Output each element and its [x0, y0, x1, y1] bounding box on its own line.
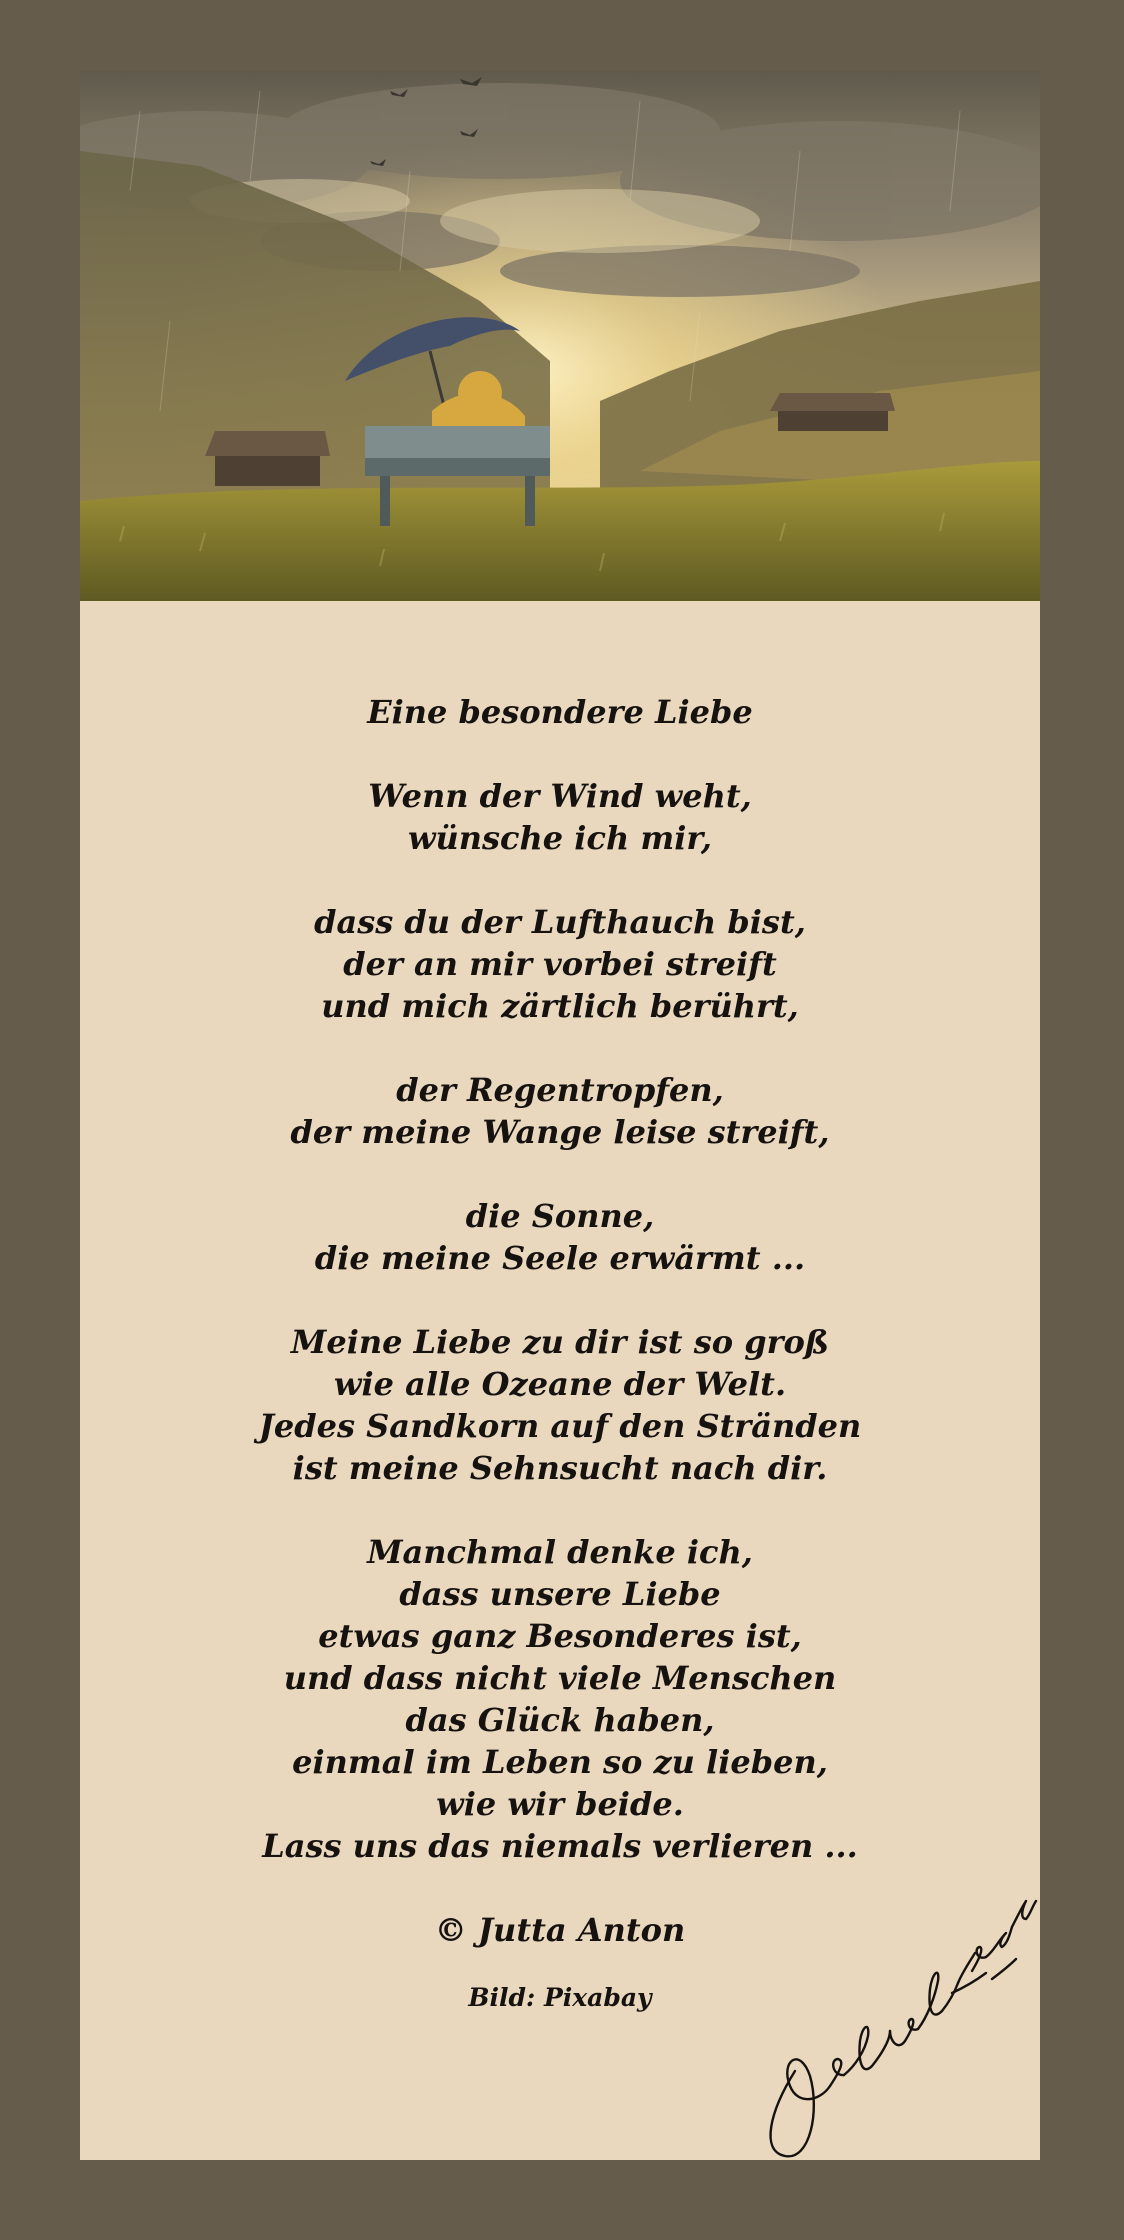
poem-stanza [80, 1069, 1040, 1153]
poem-line: der an mir vorbei streift [343, 945, 777, 983]
poem-line: Manchmal denke ich, [367, 1533, 753, 1571]
landscape-photo [80, 71, 1040, 601]
poem-line: dass unsere Liebe [399, 1575, 721, 1613]
poem-line: und dass nicht viele Menschen [283, 1659, 837, 1697]
poem-text [80, 691, 1040, 2015]
poem-line: Jedes Sandkorn auf den Stränden [258, 1407, 862, 1445]
poem-line: wünsche ich mir, [407, 819, 713, 857]
poem-line: Meine Liebe zu dir ist so groß [290, 1323, 830, 1361]
poem-line: Wenn der Wind weht, [368, 777, 752, 815]
poem-title: Eine besondere Liebe [367, 693, 753, 731]
poem-line: einmal im Leben so zu lieben, [292, 1743, 828, 1781]
poem-stanza [80, 901, 1040, 1027]
poem-line: die Sonne, [465, 1197, 655, 1235]
poem-line: Lass uns das niemals verlieren ... [262, 1827, 858, 1865]
poem-stanza [80, 775, 1040, 859]
poem-stanza [80, 1531, 1040, 1867]
poem-line: die meine Seele erwärmt ... [314, 1239, 806, 1277]
poem-line: der Regentropfen, [396, 1071, 724, 1109]
poem-line: wie wir beide. [436, 1785, 684, 1823]
signature-logo [740, 1861, 1040, 2160]
poem-stanza [80, 1321, 1040, 1489]
poem-line: das Glück haben, [405, 1701, 715, 1739]
poem-stanza [80, 1195, 1040, 1279]
poem-line: ist meine Sehnsucht nach dir. [292, 1449, 828, 1487]
copyright-notice: © Jutta Anton [434, 1911, 686, 1949]
image-credit: Bild: Pixabay [468, 1983, 652, 2012]
poem-line: der meine Wange leise streift, [290, 1113, 830, 1151]
poem-line: wie alle Ozeane der Welt. [333, 1365, 787, 1403]
poem-line: dass du der Lufthauch bist, [314, 903, 806, 941]
poem-card [80, 71, 1040, 2160]
poem-line: etwas ganz Besonderes ist, [318, 1617, 802, 1655]
poem-line: und mich zärtlich berührt, [321, 987, 799, 1025]
